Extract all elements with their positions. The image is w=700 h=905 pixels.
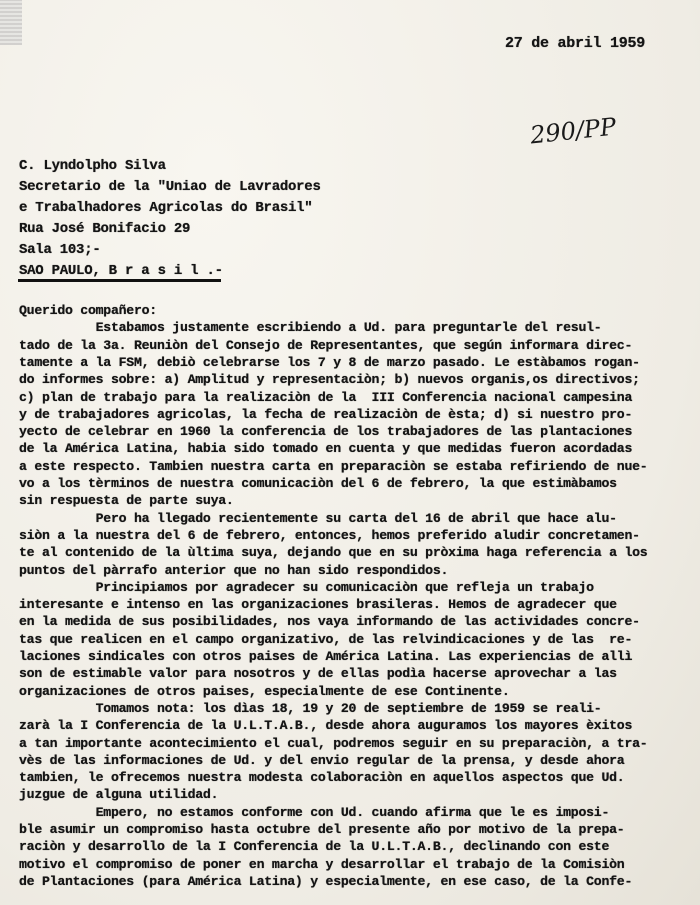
body-line: Empero, no estamos conforme con Ud. cuando afirma que le es imposi- — [19, 804, 610, 820]
body-line: tamente a la FSM, debiò celebrarse los 7 y 8 de marzo pasado. Le estàbamos rogan- — [19, 354, 640, 370]
body-line: ble asumir un compromiso hasta octubre del presente año por motivo de la prepa- — [19, 822, 625, 837]
body-line: sin respuesta de parte suya. — [19, 493, 234, 509]
body-line: a este respecto. Tambien nuestra carta en preparaciòn se estaba refiriendo de nue- — [19, 458, 648, 474]
body-line: do informes sobre: a) Amplitud y representaciòn; b) nuevos organis,os directivos; — [19, 372, 640, 388]
body-line: raciòn y desarrollo de la I Conferencia de la U.L.T.A.B., declinando con este — [19, 839, 610, 855]
address-line: e Trabalhadores Agricolas do Brasil" — [19, 200, 313, 216]
body-line: tas que realicen en el campo organizativo, de las relvindicaciones y de las re- — [19, 631, 633, 647]
body-line: yecto de celebrar en 1960 la conferencia de los trabajadores de las plantaciones — [19, 424, 633, 440]
body-line: de Plantaciones (para América Latina) y especialmente, en ese caso, de la Confe- — [19, 873, 633, 889]
address-line: Secretario de la "Uniao de Lavradores — [19, 179, 321, 195]
body-line: vo a los tèrminos de nuestra comunicaciòn del 6 de febrero, la que estimàbamos — [19, 476, 617, 491]
body-line: Pero ha llegado recientemente su carta del 16 de abril que hace alu- — [19, 510, 617, 526]
letter-date: 27 de abril 1959 — [505, 35, 646, 52]
body-line: en la medida de sus posibilidades, nos vaya informando de las actividades concre- — [19, 614, 640, 630]
body-line: vès de las informaciones de Ud. y del envio regular de la prensa, y desde ahora — [19, 752, 625, 768]
body-line: interesante e intenso en las organizaciones brasileras. Hemos de agradecer que — [19, 597, 617, 613]
body-line: organizaciones de otros paises, especialmente de ese Continente. — [19, 683, 510, 699]
address-line: C. Lyndolpho Silva — [19, 158, 166, 174]
body-line: y de trabajadores agricolas, la fecha de realizaciòn de èsta; d) si nuestro pro- — [19, 406, 633, 422]
body-line: c) plan de trabajo para la realizaciòn de la III Conferencia nacional campesina — [19, 389, 633, 405]
address-line: Sala 103;- — [19, 242, 101, 258]
body-line: juzgue de alguna utilidad. — [19, 787, 219, 803]
body-line: tambien, le ofrecemos nuestra modesta colaboraciòn en aquellos aspectos que Ud. — [19, 770, 625, 786]
body-line: Estabamos justamente escribiendo a Ud. para preguntarle del resul- — [19, 320, 602, 336]
body-line: de la América Latina, habia sido tomado en cuenta y que medidas fueron acordadas — [19, 441, 633, 457]
body-line: motivo el compromiso de poner en marcha y desarrollar el trabajo de la Comisiòn — [19, 856, 625, 872]
address-line: SAO PAULO, B r a s i l .- — [19, 263, 223, 279]
body-line: siòn a la nuestra del 6 de febrero, entonces, hemos preferido aludir concretamen- — [19, 527, 640, 543]
handwritten-reference: 290/PP — [528, 112, 618, 150]
body-line: Principiamos por agradecer su comunicaciòn que refleja un trabajo — [19, 579, 594, 595]
body-line: tado de la 3a. Reuniòn del Consejo de Representantes, que según informara direc- — [19, 337, 633, 353]
body-line: laciones sindicales con otros paises de América Latina. Las experiencias de allì — [19, 649, 633, 664]
salutation: Querido compañero: — [19, 303, 157, 318]
address-line: Rua José Bonifacio 29 — [19, 221, 191, 237]
body-line: son de estimable valor para nosotros y de ellas podìa hacerse aprovechar a las — [19, 666, 617, 682]
body-line: puntos del pàrrafo anterior que no han sido respondidos. — [19, 562, 449, 578]
body-line: a tan importante acontecimiento el cual, podremos seguir en su preparaciòn, a tra- — [19, 735, 648, 751]
body-line: Tomamos nota: los dìas 18, 19 y 20 de septiembre de 1959 se reali- — [19, 700, 602, 716]
body-line: zarà la I Conferencia de la U.L.T.A.B., desde ahora auguramos los mayores èxitos — [19, 718, 633, 734]
body-line: te al contenido de la ùltima suya, dejando que en su pròxima haga referencia a los — [19, 545, 648, 561]
scan-smudge — [0, 0, 22, 45]
underline-divider — [18, 279, 221, 282]
